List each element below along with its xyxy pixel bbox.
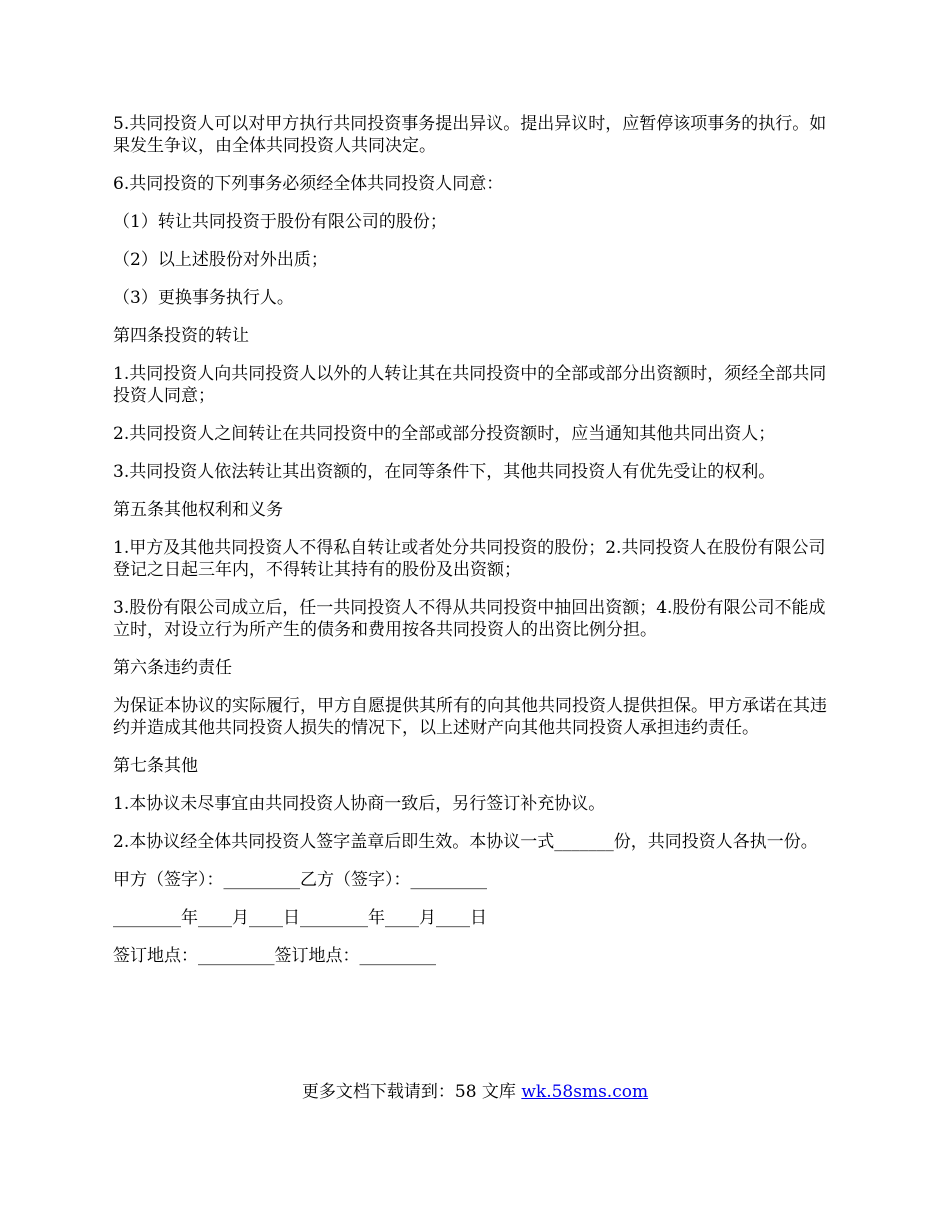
- signature-line: 甲方（签字）：_________乙方（签字）：_________: [113, 870, 487, 890]
- clause-5-objection: 5.共同投资人可以对甲方执行共同投资事务提出异议。提出异议时，应暂停该项事务的执行。如果发生争议，由全体共同投资人共同决定。: [113, 114, 827, 156]
- article-4-item-1: 1.共同投资人向共同投资人以外的人转让其在共同投资中的全部或部分出资额时，须经全部共同投资人同意；: [113, 364, 827, 406]
- clause-6-consent: 6.共同投资的下列事务必须经全体共同投资人同意：: [113, 174, 504, 194]
- article-6-body: 为保证本协议的实际履行，甲方自愿提供其所有的向其他共同投资人提供担保。甲方承诺在其违约并造成其他共同投资人损失的情况下，以上述财产向其他共同投资人承担违约责任。: [113, 696, 827, 738]
- article-5-heading: 第五条其他权利和义务: [113, 500, 283, 520]
- date-line: ________年____月____日________年____月____日: [113, 908, 487, 928]
- article-5-item-3: 3.股份有限公司成立后，任一共同投资人不得从共同投资中抽回出资额；4.股份有限公司不能成立时，对设立行为所产生的债务和费用按各共同投资人的出资比例分担。: [113, 598, 826, 640]
- article-7-item-2: 2.本协议经全体共同投资人签字盖章后即生效。本协议一式_______份，共同投资人各执一份。: [113, 832, 818, 852]
- footer-link[interactable]: wk.58sms.com: [521, 1082, 649, 1102]
- article-7-item-1: 1.本协议未尽事宜由共同投资人协商一致后，另行签订补充协议。: [113, 794, 606, 814]
- article-4-item-2: 2.共同投资人之间转让在共同投资中的全部或部分投资额时，应当通知其他共同出资人；: [113, 424, 776, 444]
- list-item-2: （2）以上述股份对外出质；: [113, 250, 328, 270]
- article-6-heading: 第六条违约责任: [113, 658, 232, 678]
- article-5-item-1: 1.甲方及其他共同投资人不得私自转让或者处分共同投资的股份；2.共同投资人在股份有限公司登记之日起三年内，不得转让其持有的股份及出资额；: [113, 538, 826, 580]
- location-line: 签订地点：_________签订地点：_________: [113, 946, 436, 966]
- footer-text: 更多文档下载请到：58 文库: [301, 1082, 522, 1102]
- list-item-3: （3）更换事务执行人。: [113, 288, 294, 308]
- article-4-item-3: 3.共同投资人依法转让其出资额的，在同等条件下，其他共同投资人有优先受让的权利。: [113, 462, 776, 482]
- list-item-1: （1）转让共同投资于股份有限公司的股份；: [113, 212, 447, 232]
- footer: [0, 1081, 950, 1103]
- article-7-heading: 第七条其他: [113, 756, 198, 776]
- article-4-heading: 第四条投资的转让: [113, 326, 249, 346]
- document-body: [113, 113, 838, 983]
